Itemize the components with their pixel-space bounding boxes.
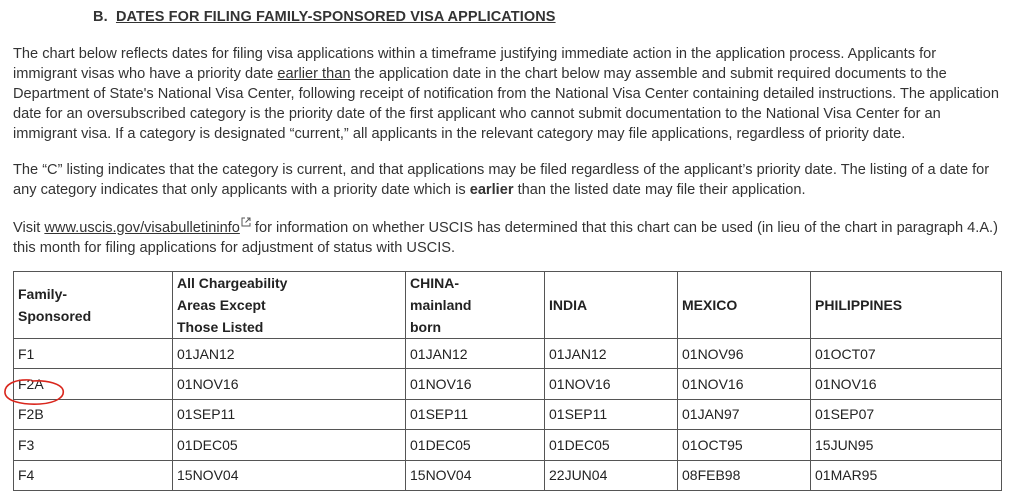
- table-row: [14, 399, 1002, 429]
- date-cell: 15NOV04: [406, 460, 545, 490]
- column-header-line: CHINA-: [410, 275, 459, 291]
- date-cell: 01DEC05: [545, 430, 678, 460]
- date-cell: 01SEP07: [811, 399, 1002, 429]
- section-title: DATES FOR FILING FAMILY-SPONSORED VISA APPLICATIONS: [115, 9, 556, 25]
- table-row: [14, 339, 1002, 369]
- date-cell: 01JAN97: [678, 399, 811, 429]
- category-cell: F2A: [14, 369, 173, 399]
- date-cell: 15JUN95: [811, 430, 1002, 460]
- date-cell: 01DEC05: [406, 430, 545, 460]
- column-header: [545, 272, 678, 339]
- column-header-line: Areas Except: [177, 297, 266, 313]
- date-cell: 01NOV16: [406, 369, 545, 399]
- column-header-line: born: [410, 319, 442, 335]
- date-cell: 22JUN04: [545, 460, 678, 490]
- uscis-paragraph: [13, 217, 1003, 258]
- uscis-text-end: for information on whether USCIS has determined that this chart can be used (in lieu of the chart in paragraph 4.A.) this month for filing applications for adjustment of status with USCIS.: [13, 220, 998, 256]
- category-cell: F2B: [14, 399, 173, 429]
- table-header-row: [14, 272, 1002, 339]
- date-cell: 01SEP11: [545, 399, 678, 429]
- date-cell: 15NOV04: [173, 460, 406, 490]
- column-header: [173, 272, 406, 339]
- date-cell: 01SEP11: [173, 399, 406, 429]
- intro-text-start: The chart below reflects dates for filing visa applications within a timeframe justifying immediate action in the application process. Applicants for immigrant visas who have a priority date: [13, 46, 937, 82]
- date-cell: 01NOV16: [811, 369, 1002, 399]
- date-cell: 01OCT07: [811, 339, 1002, 369]
- intro-paragraph: [13, 44, 1003, 144]
- c-listing-text-start: The “C” listing indicates that the category is current, and that applications may be filed regardless of the applicant’s priority date. The listing of a date for any category indicates that only applicants with a priority date which is: [13, 162, 990, 198]
- table-row: [14, 430, 1002, 460]
- date-cell: 01OCT95: [678, 430, 811, 460]
- date-cell: 01JAN12: [545, 339, 678, 369]
- column-header-line: MEXICO: [682, 297, 738, 313]
- column-header: [406, 272, 545, 339]
- column-header-line: Sponsored: [18, 308, 92, 324]
- c-listing-text-end: than the listed date may file their application.: [513, 182, 806, 198]
- column-header-line: Those Listed: [177, 319, 264, 335]
- intro-underlined-phrase: earlier than: [277, 66, 351, 82]
- date-cell: 01MAR95: [811, 460, 1002, 490]
- date-cell: 01JAN12: [406, 339, 545, 369]
- column-header-line: All Chargeability: [177, 275, 288, 291]
- table-row: [14, 460, 1002, 490]
- visa-dates-table: [13, 271, 1002, 491]
- external-link-icon[interactable]: [241, 217, 251, 227]
- section-letter: B.: [93, 9, 108, 25]
- date-cell: 01NOV16: [173, 369, 406, 399]
- category-cell: F3: [14, 430, 173, 460]
- date-cell: 01NOV96: [678, 339, 811, 369]
- c-listing-paragraph: [13, 160, 1003, 200]
- date-cell: 01JAN12: [173, 339, 406, 369]
- uscis-link[interactable]: www.uscis.gov/visabulletininfo: [44, 220, 240, 236]
- uscis-text-start: Visit: [13, 220, 45, 236]
- date-cell: 01DEC05: [173, 430, 406, 460]
- column-header: [678, 272, 811, 339]
- section-heading: [93, 9, 556, 25]
- table-row: [14, 369, 1002, 399]
- column-header: [811, 272, 1002, 339]
- column-header-line: PHILIPPINES: [815, 297, 903, 313]
- c-listing-bold-word: earlier: [469, 182, 514, 198]
- column-header: [14, 272, 173, 339]
- intro-text-end: the application date in the chart below may assemble and submit required documents to the Department of State's National Visa Center, following receipt of notification from the National Visa Center containing detailed instructions. The application date for an oversubscribed category is the priority date of the first applicant who cannot submit documentation to the National Visa Center for an immigrant visa. If a category is designated “current,” all applicants in the relevant category may file applications, regardless of priority date.: [13, 66, 999, 142]
- date-cell: 08FEB98: [678, 460, 811, 490]
- column-header-line: INDIA: [549, 297, 588, 313]
- category-cell: F1: [14, 339, 173, 369]
- column-header-line: mainland: [410, 297, 472, 313]
- category-cell: F4: [14, 460, 173, 490]
- date-cell: 01NOV16: [545, 369, 678, 399]
- date-cell: 01NOV16: [678, 369, 811, 399]
- date-cell: 01SEP11: [406, 399, 545, 429]
- column-header-line: Family-: [18, 286, 68, 302]
